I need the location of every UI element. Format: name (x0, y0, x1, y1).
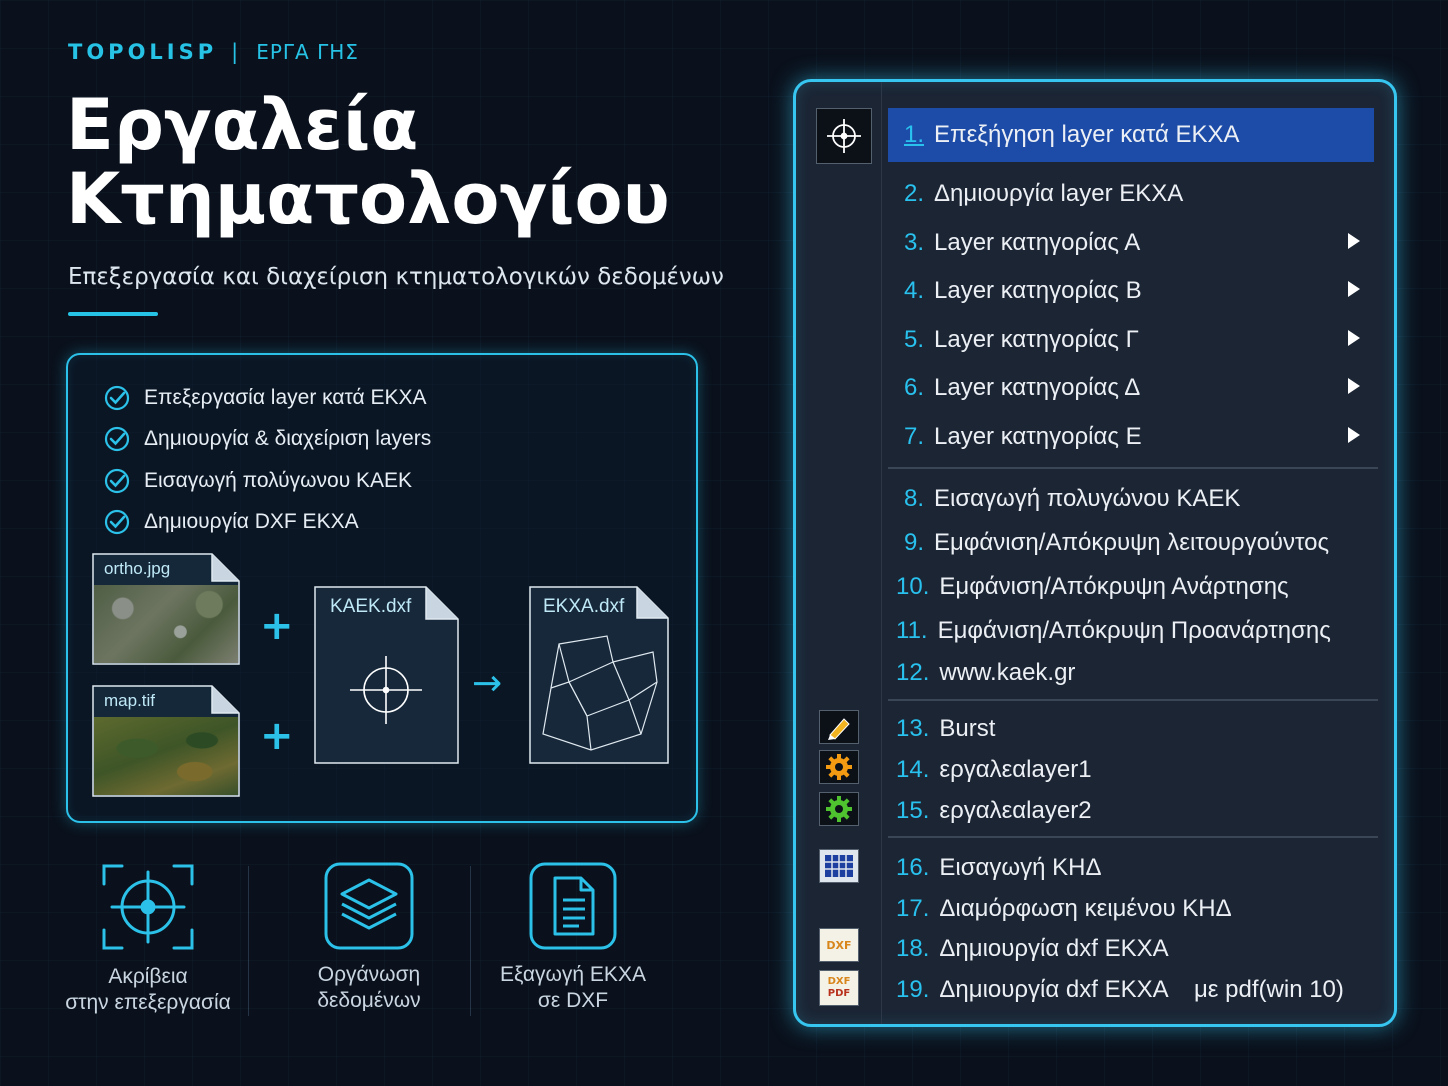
document-icon (529, 862, 617, 950)
highlight-line-2: στην επεξεργασία (65, 991, 231, 1014)
menu-item-7[interactable] (888, 417, 1374, 457)
menu-item-number: 13. (896, 715, 930, 742)
file-ortho (92, 553, 240, 665)
menu-item-9[interactable] (888, 523, 1374, 563)
menu-item-number: 15. (896, 797, 930, 824)
menu-item-number: 4. (904, 277, 925, 304)
menu-item-13[interactable] (888, 709, 1374, 749)
file-name: map.tif (104, 691, 156, 710)
submenu-arrow-icon (1348, 427, 1360, 443)
menu-item-3[interactable] (888, 223, 1374, 263)
menu-item-14[interactable] (888, 750, 1374, 790)
menu-item-15[interactable] (888, 791, 1374, 831)
menu-item-label: Layer κατηγορίας Β (934, 277, 1142, 304)
menu-item-8[interactable] (888, 479, 1374, 519)
menu-item-12[interactable] (888, 653, 1374, 693)
file-map (92, 685, 240, 797)
grid-icon[interactable] (819, 849, 859, 883)
menu-item-label: Δημιουργία dxf ΕΚΧΑ (939, 935, 1169, 962)
feature-box (66, 353, 698, 823)
feature-label: Εισαγωγή πολύγωνου ΚΑΕΚ (144, 468, 413, 492)
menu-item-label: Layer κατηγορίας Ε (934, 423, 1142, 450)
title-line-1: Εργαλεία (66, 84, 419, 166)
menu-item-label: Επεξήγηση layer κατά ΕΚΧΑ (934, 121, 1240, 148)
feature-label: Επεξεργασία layer κατά ΕΚΧΑ (144, 385, 427, 409)
check-icon (104, 426, 130, 452)
brand-separator: | (231, 40, 243, 64)
plus-sign: + (260, 713, 294, 759)
highlight-label (48, 964, 248, 1016)
highlight-export (473, 862, 673, 1014)
highlight-label (269, 962, 469, 1014)
menu-item-number: 1. (904, 121, 925, 148)
highlight-accuracy (48, 862, 248, 1016)
menu-item-number: 8. (904, 485, 925, 512)
menu-item-number: 11. (896, 617, 928, 644)
file-kaek (314, 586, 459, 764)
menu-item-number: 17. (896, 895, 930, 922)
menu-item-label: εργαλεαlayer1 (939, 756, 1092, 783)
menu-item-6[interactable] (888, 368, 1374, 408)
menu-item-16[interactable] (888, 848, 1374, 888)
submenu-arrow-icon (1348, 233, 1360, 249)
menu-item-label: Layer κατηγορίας Α (934, 229, 1141, 256)
menu-item-label: www.kaek.gr (939, 659, 1076, 686)
menu-item-label: Δημιουργία layer ΕΚΧΑ (934, 180, 1184, 207)
highlight-label (473, 962, 673, 1014)
pencil-icon[interactable] (819, 710, 859, 744)
highlight-line-1: Εξαγωγή ΕΚΧΑ (500, 963, 646, 986)
menu-item-number: 16. (896, 854, 930, 881)
feature-item (104, 460, 431, 502)
target-icon[interactable] (816, 108, 872, 164)
layers-icon (324, 862, 414, 950)
feature-item (104, 502, 431, 544)
menu-item-4[interactable] (888, 271, 1374, 311)
menu-item-number: 12. (896, 659, 930, 686)
brand-section: ΕΡΓΑ ΓΗΣ (256, 40, 359, 64)
menu-item-11[interactable] (888, 611, 1374, 651)
menu-item-19[interactable] (888, 970, 1374, 1010)
menu-separator (888, 699, 1378, 701)
dxf-icon-label: DXF (826, 938, 852, 952)
title-underline (68, 312, 158, 316)
menu-item-label: Διαμόρφωση κειμένου ΚΗΔ (939, 895, 1232, 922)
menu-item-label: Δημιουργία dxf ΕΚΧΑ με pdf(win 10) (939, 976, 1344, 1003)
menu-item-label: Εμφάνιση/Απόκρυψη Ανάρτησης (939, 573, 1289, 600)
menu-item-label: Layer κατηγορίας Δ (934, 374, 1141, 401)
menu-item-1[interactable] (888, 108, 1374, 162)
highlight-line-1: Ακρίβεια (108, 965, 188, 988)
menu-separator (888, 467, 1378, 469)
menu-item-number: 14. (896, 756, 930, 783)
divider (248, 866, 249, 1016)
file-name: EKXA.dxf (543, 596, 625, 617)
brand-header (68, 40, 359, 64)
plus-sign: + (260, 603, 294, 649)
page-title (66, 84, 670, 240)
brand-name: TOPOLISP (68, 40, 218, 64)
menu-item-number: 19. (896, 976, 930, 1003)
menu-item-number: 10. (896, 573, 930, 600)
menu-item-number: 7. (904, 423, 925, 450)
menu-item-label: εργαλεαlayer2 (939, 797, 1092, 824)
menu-item-label: Εισαγωγή πολυγώνου ΚΑΕΚ (934, 485, 1241, 512)
highlight-line-2: δεδομένων (317, 989, 421, 1012)
check-icon (104, 468, 130, 494)
dxf-icon[interactable] (819, 928, 859, 962)
menu-item-number: 2. (904, 180, 925, 207)
menu-item-17[interactable] (888, 889, 1374, 929)
dxf-pdf-icon-top: DXF (827, 976, 851, 987)
feature-item (104, 419, 431, 461)
menu-item-18[interactable] (888, 929, 1374, 969)
file-name: ortho.jpg (104, 559, 171, 578)
menu-item-2[interactable] (888, 174, 1374, 214)
menu-item-number: 3. (904, 229, 925, 256)
menu-item-label: Layer κατηγορίας Γ (934, 326, 1139, 353)
menu-item-label: Εισαγωγή ΚΗΔ (939, 854, 1102, 881)
orthophoto-image (94, 585, 238, 663)
check-icon (104, 509, 130, 535)
file-ekxa (529, 586, 669, 764)
highlight-organization (269, 862, 469, 1014)
dxf-pdf-icon-bottom: PDF (827, 988, 851, 999)
title-line-2: Κτηματολογίου (66, 158, 670, 240)
page-subtitle: Επεξεργασία και διαχείριση κτηματολογικών δεδομένων (68, 264, 724, 290)
submenu-arrow-icon (1348, 378, 1360, 394)
menu-item-label: Burst (939, 715, 996, 742)
menu-item-label: Εμφάνιση/Απόκρυψη λειτουργούντος (934, 529, 1330, 556)
highlight-line-2: σε DXF (537, 989, 609, 1012)
arrow-right-icon: → (472, 663, 503, 704)
cadastre-menu (793, 79, 1397, 1027)
menu-separator (888, 836, 1378, 838)
menu-item-5[interactable] (888, 320, 1374, 360)
feature-label: Δημιουργία & διαχείριση layers (144, 427, 432, 451)
file-name: KAEK.dxf (330, 596, 412, 617)
highlight-line-1: Οργάνωση (317, 963, 421, 986)
menu-item-number: 9. (904, 529, 925, 556)
check-icon (104, 385, 130, 411)
crosshair-icon (100, 862, 196, 952)
map-image (94, 717, 238, 795)
divider (470, 866, 471, 1016)
menu-item-10[interactable] (888, 567, 1374, 607)
feature-label: Δημιουργία DXF ΕΚΧΑ (144, 510, 359, 534)
menu-item-number: 6. (904, 374, 925, 401)
menu-item-label: Εμφάνιση/Απόκρυψη Προανάρτησης (937, 617, 1331, 644)
menu-item-number: 18. (896, 935, 930, 962)
feature-item (104, 377, 431, 419)
feature-list (104, 377, 431, 543)
submenu-arrow-icon (1348, 330, 1360, 346)
gear-orange-icon[interactable] (819, 750, 859, 784)
gear-green-icon[interactable] (819, 792, 859, 826)
dxf-pdf-icon[interactable] (819, 970, 859, 1006)
menu-item-number: 5. (904, 326, 925, 353)
submenu-arrow-icon (1348, 281, 1360, 297)
